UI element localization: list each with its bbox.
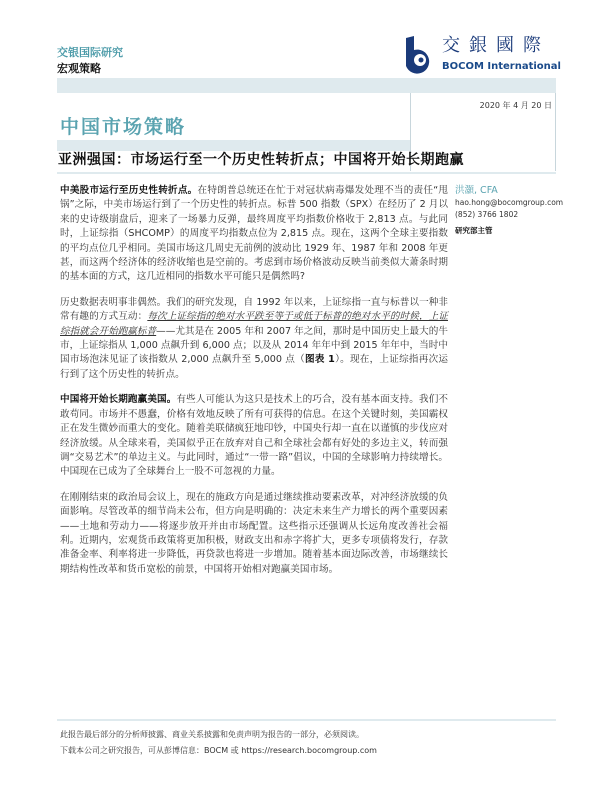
download-note: 下载本公司之研究报告，可从彭博信息：BOCM 或 https://research.bocomgroup.com <box>60 746 377 755</box>
page-title: 中国市场策略 <box>60 116 187 138</box>
paragraph-text: 有些人可能认为这只是技术上的巧合，没有基本面支持。我们不敢苟同。市场并不愚蠢，价格有效地反映了所有可获得的信息。在这个关键时刻，美国霸权正在发生微妙而重大的变化。随着美联储疯狂地印钞，中国央行却一直在以谨慎的步伐应对经济放缓。从全球来看，美国似乎正在放弃对自己和全球社会都有好处的多边主义，转而强调“交易艺术”的单边主义。与此同时，通过“一带一路”倡议，中国的全球影响力持续增长。中国现在已成为了全球舞台上一股不可忽视的力量。 <box>60 394 449 478</box>
paragraph-lead: 中国将开始长期跑赢美国。 <box>60 394 177 406</box>
paragraph-text: 在特朗普总统还在忙于对冠状病毒爆发处理不当的责任“甩锅”之际，中美市场运行到了一个历史性的转折点。标普 500 指数（SPX）在经历了 2 月以来的史诗级崩盘后，迎来了一场暴力反弹，最终周度平均指数价格收于 2,813 点。与此同时，上证综指（SHCOMP）的周度平均指数点位为 2,815 点。现在，这两个全球主要指数的平均点位几乎相同。美国市场这几周史无前例的波动比 1929 年、1987 年和 2008 年更甚，而这两个经济体的经济收缩也是空前的。考虑到市场价格波动反映当前类似大萧条时期的基本面的方式，这几近相同的指数水平可能只是偶然吗? <box>60 185 448 283</box>
title-band <box>57 140 410 151</box>
divider <box>57 172 556 174</box>
analyst-name-row <box>455 184 563 197</box>
paragraph-4 <box>60 491 448 577</box>
analyst-info <box>455 184 563 237</box>
brand-label: 交银国际研究 <box>57 46 123 59</box>
bocom-logo-icon <box>400 36 438 74</box>
footer <box>60 727 377 759</box>
header-band <box>57 78 556 93</box>
analyst-phone: (852) 3766 1802 <box>455 210 519 219</box>
paragraph-1 <box>60 184 448 285</box>
paragraph-text: 历史数据表明事非偶然。我们的研究发现，自 1992 年以来，上证综指一直与标普以一种非常有趣的方式互动： <box>60 296 448 323</box>
paragraph-text: 在刚刚结束的政治局会议上，现在的施政方向是通过继续推动要素改革，对冲经济放缓的负面影响。尽管改革的细节尚未公布，但方向是明确的：决定未来生产力增长的两个重要因素——土地和劳动力——将逐步放开并由市场配置。这些指示还强调从长远角度改善社会福利。近期内，宏观货币政策将更加积极，财政支出和赤字将扩大，更多专项债将发行，存款准备金率、利率将进一步降低，再贷款也将进一步增加。随着基本面边际改善，市场继续长期结构性改革和货币宽松的前景，中国将开始相对跑赢美国市场。 <box>60 491 448 575</box>
bocom-logo <box>400 36 560 76</box>
paragraph-text: ——尤其是在 2005 年和 2007 年之间，那时是中国历史上最大的牛市，上证综指从 1,000 点飙升到 6,000 点；以及从 2014 年年中到 2015 年年中，当时中国市场泡沫见证了该指数从 2,000 点飙升至 5,000 点（ <box>60 325 448 366</box>
paragraph-lead: 中美股市运行至历史性转折点。 <box>60 185 198 196</box>
logo-text-en: BOCOM International <box>442 61 561 72</box>
footer-divider <box>57 719 556 721</box>
department-label: 宏观策略 <box>57 62 101 75</box>
paragraph-3 <box>60 393 448 479</box>
paragraph-2 <box>60 296 448 382</box>
report-subtitle: 亚洲强国：市场运行至一个历史性转折点；中国将开始长期跑赢 <box>58 152 464 168</box>
analyst-credential: , CFA <box>474 185 498 196</box>
logo-text-cn: 交銀國際 <box>442 35 550 56</box>
paragraph-text: ）。现在，上证综指再次运行到了这个历史性的转折点。 <box>60 354 448 380</box>
disclaimer-note: 此报告最后部分的分析师披露、商业关系披露和免责声明为报告的一部分，必须阅读。 <box>60 730 364 739</box>
report-body <box>60 184 448 588</box>
figure-reference[interactable]: 图表 1 <box>304 354 335 366</box>
emphasis-text: 每次上证综指的绝对水平跌至等于或低于标普的绝对水平的时候，上证综指就会开始跑赢标普 <box>60 311 449 337</box>
report-date: 2020 年 4 月 20 日 <box>479 101 552 110</box>
analyst-role: 研究部主管 <box>455 226 493 235</box>
analyst-name: 洪灝 <box>455 185 475 196</box>
analyst-email[interactable]: hao.hong@bocomgroup.com <box>455 198 564 207</box>
